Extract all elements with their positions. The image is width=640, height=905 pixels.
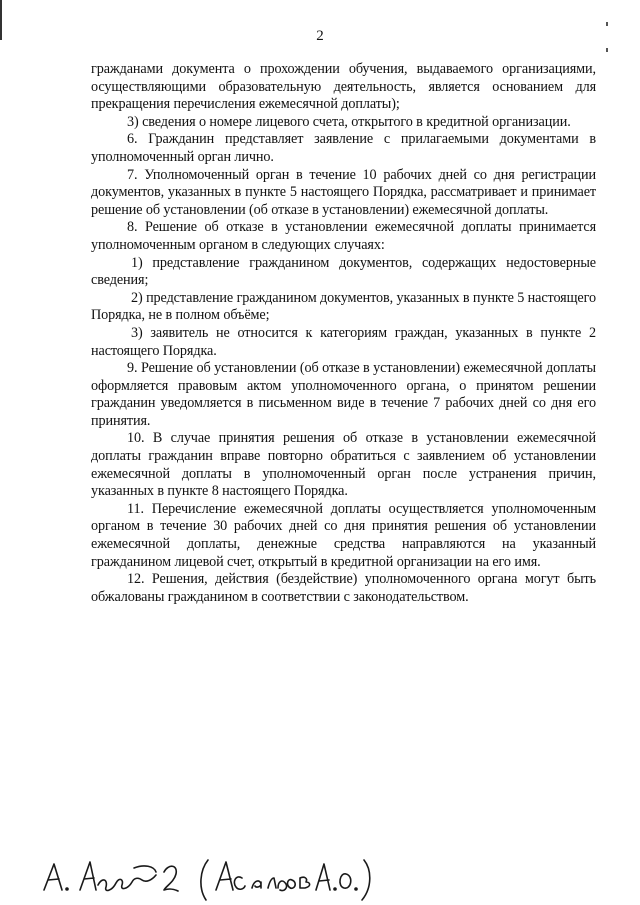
paragraph: 10. В случае принятия решения об отказе в установлении ежемесячной доплаты гражданин вправе повторно обратиться с заявлением об установлении ежемесячной доплаты в уполномоченный орган после устранения причин, указанных в пункте 8 настоящего Порядка. <box>91 430 596 500</box>
paragraph: 7. Уполномоченный орган в течение 10 рабочих дней со дня регистрации документов, указанных в пункте 5 настоящего Порядка, рассматривает и принимает решение об установлении (об отказе в установлении) ежемесячной доплаты. <box>91 166 596 218</box>
paragraph: 3) заявитель не относится к категориям граждан, указанных в пункте 2 настоящего Порядка. <box>91 324 596 359</box>
scan-margin-mark <box>606 22 608 26</box>
paragraph: гражданами документа о прохождении обучения, выдаваемого организациями, осуществляющими образовательную деятельность, является основанием для прекращения перечисления ежемесячной доплаты); <box>91 61 596 113</box>
paragraph: 1) представление гражданином документов, содержащих недостоверные сведения; <box>91 254 596 289</box>
paragraph: 2) представление гражданином документов, указанных в пункте 5 настоящего Порядка, не в полном объёме; <box>91 289 596 324</box>
paragraph: 9. Решение об установлении (об отказе в установлении) ежемесячной доплаты оформляется правовым актом уполномоченного органа, о принятом решении гражданин уведомляется в письменном виде в течение 7 рабочих дней со дня его принятия. <box>91 360 596 429</box>
page-number: 2 <box>316 28 324 44</box>
paragraph: 3) сведения о номере лицевого счета, открытого в кредитной организации. <box>127 113 571 130</box>
scan-margin-mark <box>606 48 608 52</box>
document-body <box>91 61 596 606</box>
paragraph: 11. Перечисление ежемесячной доплаты осуществляется уполномоченным органом в течение 30 рабочих дней со дня принятия решения об установлении ежемесячной доплаты, денежные средства направляются на указанный гражданином лицевой счет, открытый в кредитной организации на его имя. <box>91 500 596 570</box>
paragraph: 8. Решение об отказе в установлении ежемесячной доплаты принимается уполномоченным органом в следующих случаях: <box>91 219 596 253</box>
paragraph: 6. Гражданин представляет заявление с прилагаемыми документами в уполномоченный орган лично. <box>91 131 596 165</box>
handwritten-signature <box>30 850 390 905</box>
paragraph: 12. Решения, действия (бездействие) уполномоченного органа могут быть обжалованы гражданином в соответствии с законодательством. <box>91 571 596 605</box>
